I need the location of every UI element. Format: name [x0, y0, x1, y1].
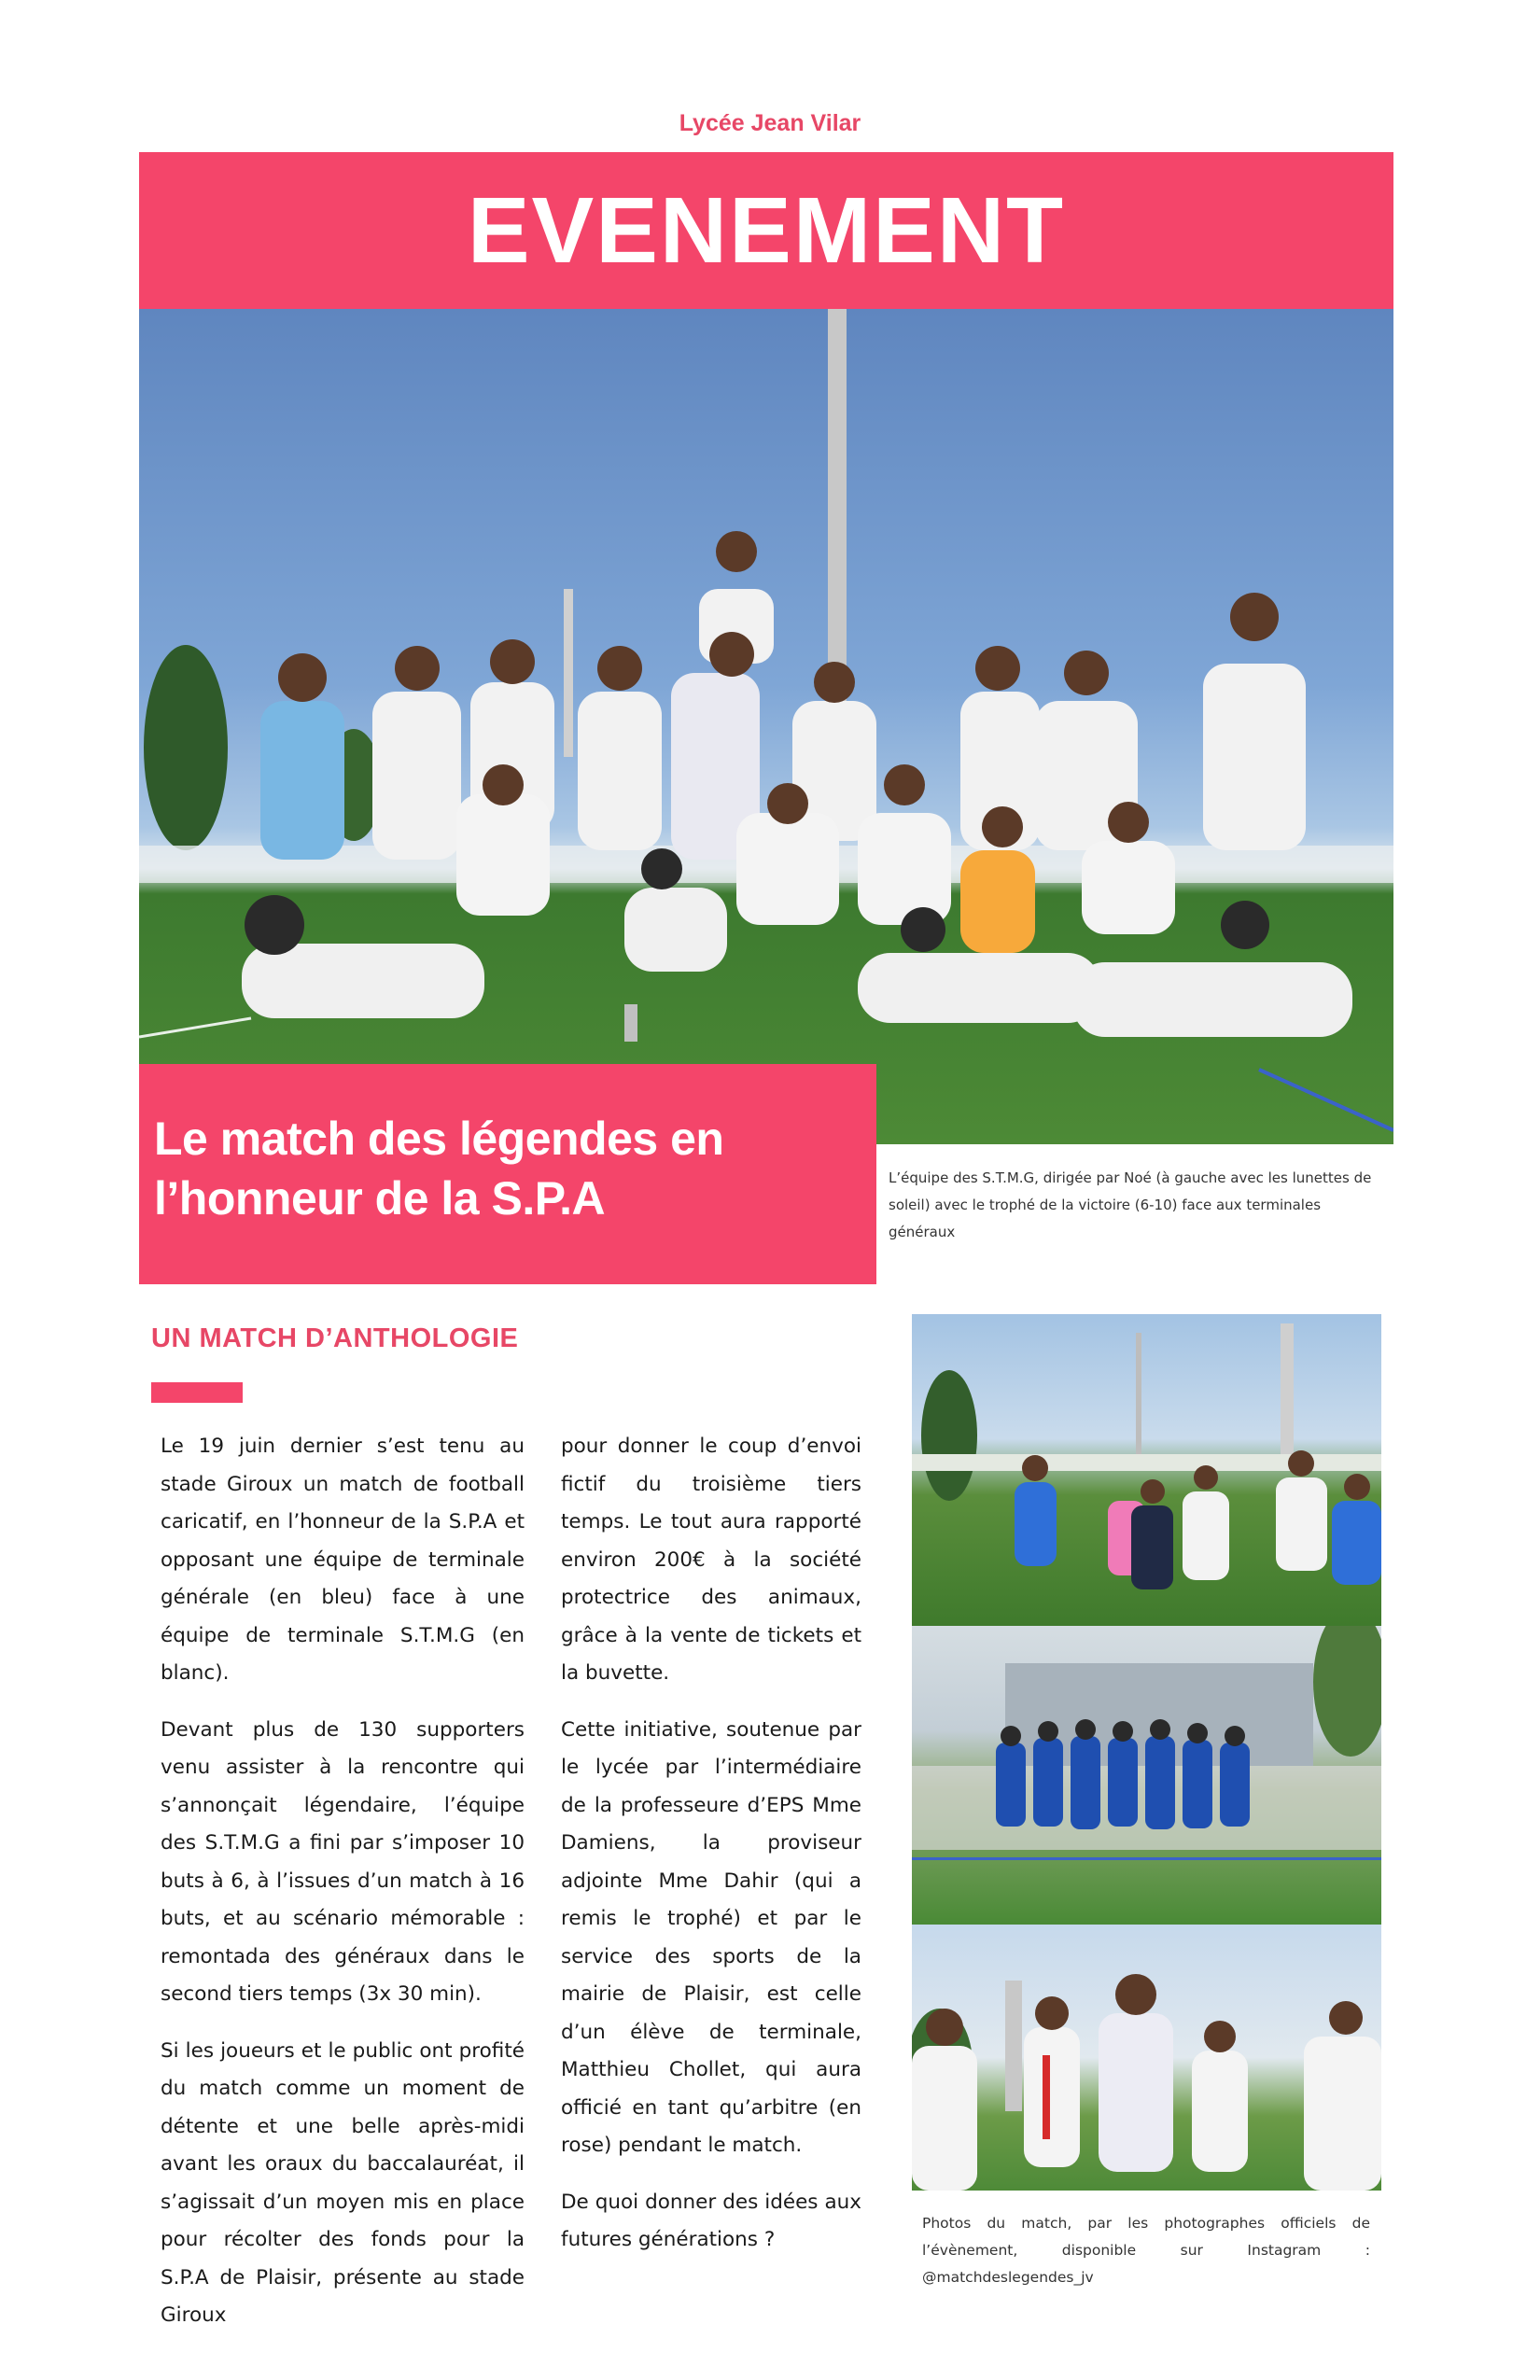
section-banner: [139, 152, 1393, 309]
paragraph: Si les joueurs et le public ont profité du match comme un moment de détente et une belle après-midi avant les oraux du baccalauréat, il s’agissait d’un moyen mis en place pour récolter des fonds pour la S.P.A de Plaisir, présente au stade Giroux: [161, 2038, 525, 2327]
paragraph: De quoi donner des idées aux futures générations ?: [561, 2190, 861, 2251]
section-title: UN MATCH D’ANTHOLOGIE: [151, 1323, 519, 1353]
paragraph: Devant plus de 130 supporters venu assister à la rencontre qui s’annonçait légendaire, l’équipe des S.T.M.G a fini par s’imposer 10 buts à 6, à l’issues d’un match à 16 buts, et au scénario mémorable : remontada des généraux dans le second tiers temps (3x 30 min).: [161, 1717, 525, 2006]
side-photo-team-huddle: [912, 1626, 1381, 1925]
section-divider: [151, 1382, 243, 1403]
article-headline: [154, 1109, 863, 1228]
paragraph: Le 19 juin dernier s’est tenu au stade Giroux un match de football caricatif, en l’honneur de la S.P.A et opposant une équipe de terminale générale (en bleu) face à une équipe de terminale S.T.M.G (en blanc).: [161, 1435, 525, 1685]
headline-box: [139, 1064, 876, 1284]
school-name: Lycée Jean Vilar: [679, 110, 861, 136]
side-photo-strip: [912, 1314, 1381, 2191]
main-photo-caption: L’équipe des S.T.M.G, dirigée par Noé (à gauche avec les lunettes de soleil) avec le trophé de la victoire (6-10) face aux terminales généraux: [889, 1169, 1372, 1240]
team-photo-illustration: [139, 309, 1393, 1144]
banner-title: EVENEMENT: [467, 178, 1066, 283]
paragraph: pour donner le coup d’envoi fictif du troisième tiers temps. Le tout aura rapporté environ 200€ à la société protectrice des animaux, grâce à la vente de tickets et la buvette.: [561, 1435, 861, 1685]
main-team-photo: [139, 309, 1393, 1144]
headline-line-1: Le match des légendes en: [154, 1113, 724, 1165]
paragraph: Cette initiative, soutenue par le lycée par l’intermédiaire de la professeure d’EPS Mme Damiens, la proviseur adjointe Mme Dahir (qui a remis le trophé) et par le service des sports de la mairie de Plaisir, est celle d’un élève de terminale, Matthieu Chollet, qui aura officié en tant qu’arbitre (en rose) pendant le match.: [561, 1717, 861, 2157]
side-photo-celebration: [912, 1925, 1381, 2191]
article-column-2: [561, 1428, 861, 2278]
headline-line-2: l’honneur de la S.P.A: [154, 1172, 606, 1225]
side-photo-handshake: [912, 1314, 1381, 1626]
article-column-1: [161, 1428, 525, 2354]
side-photos-caption: Photos du match, par les photographes officiels de l’évènement, disponible sur Instagram : @matchdeslegendes_jv: [922, 2215, 1370, 2286]
